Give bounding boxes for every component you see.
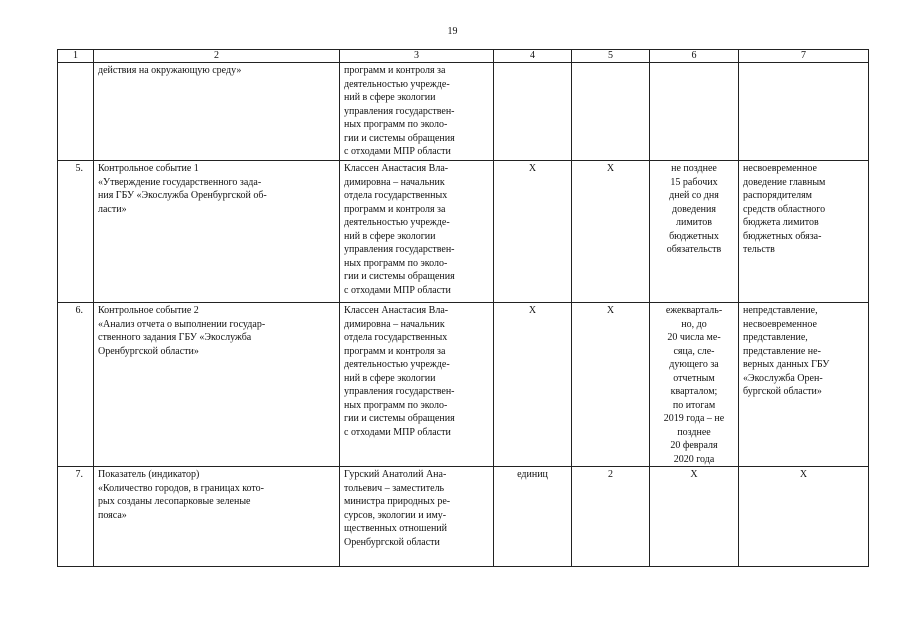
risk-cell: Х	[739, 467, 869, 567]
value-cell: Х	[572, 303, 650, 467]
header-row	[58, 50, 869, 63]
table-row	[58, 467, 869, 567]
event-name: Показатель (индикатор) «Количество городов, в границах кото- рых созданы лесопарковые зеленые пояса»	[94, 467, 340, 567]
event-name: Контрольное событие 2 «Анализ отчета о выполнении государ- ственного задания ГБУ «Экослужба Оренбургской области»	[94, 303, 340, 467]
unit-cell	[494, 63, 572, 161]
header-cell: 6	[650, 50, 739, 63]
value-cell: Х	[572, 161, 650, 303]
header-cell: 5	[572, 50, 650, 63]
header-cell: 4	[494, 50, 572, 63]
event-name: Контрольное событие 1 «Утверждение государственного зада- ния ГБУ «Экослужба Оренбургской об- ласти»	[94, 161, 340, 303]
risk-cell: непредставление, несвоевременное представление, представление не- верных данных ГБУ «Экослужба Орен- бургской области»	[739, 303, 869, 467]
page-number: 19	[447, 26, 458, 37]
risk-cell	[739, 63, 869, 161]
table-row	[58, 161, 869, 303]
event-name: действия на окружающую среду»	[94, 63, 340, 161]
deadline-cell: ежекварталь- но, до 20 числа ме- сяца, сле- дующего за отчетным кварталом; по итогам 2019 года – не позднее 20 февраля 2020 года	[650, 303, 739, 467]
row-number	[58, 63, 94, 161]
deadline-cell: не позднее 15 рабочих дней со дня доведения лимитов бюджетных обязательств	[650, 161, 739, 303]
unit-cell: единиц	[494, 467, 572, 567]
unit-cell: Х	[494, 161, 572, 303]
header-cell: 7	[739, 50, 869, 63]
responsible-person: Гурский Анатолий Ана- тольевич – заместитель министра природных ре- сурсов, экологии и иму- щественных отношений Оренбургской области	[340, 467, 494, 567]
responsible-person: Классен Анастасия Вла- димировна – начальник отдела государственных программ и контроля за деятельностью учрежде- ний в сфере экологии управления государствен- ных программ по эколо- гии и системы обращения с отходами МПР области	[340, 161, 494, 303]
unit-cell: Х	[494, 303, 572, 467]
header-cell: 3	[340, 50, 494, 63]
value-cell	[572, 63, 650, 161]
risk-cell: несвоевременное доведение главным распорядителям средств областного бюджета лимитов бюджетных обяза- тельств	[739, 161, 869, 303]
row-number: 5.	[58, 161, 94, 303]
responsible-person: программ и контроля за деятельностью учрежде- ний в сфере экологии управления государствен- ных программ по эколо- гии и системы обращения с отходами МПР области	[340, 63, 494, 161]
deadline-cell	[650, 63, 739, 161]
deadline-cell: Х	[650, 467, 739, 567]
row-number: 7.	[58, 467, 94, 567]
plan-table	[57, 49, 869, 567]
header-cell: 1	[58, 50, 94, 63]
table-row	[58, 63, 869, 161]
value-cell: 2	[572, 467, 650, 567]
responsible-person: Классен Анастасия Вла- димировна – начальник отдела государственных программ и контроля за деятельностью учрежде- ний в сфере экологии управления государствен- ных программ по эколо- гии и системы обращения с отходами МПР области	[340, 303, 494, 467]
row-number: 6.	[58, 303, 94, 467]
header-cell: 2	[94, 50, 340, 63]
table-row	[58, 303, 869, 467]
